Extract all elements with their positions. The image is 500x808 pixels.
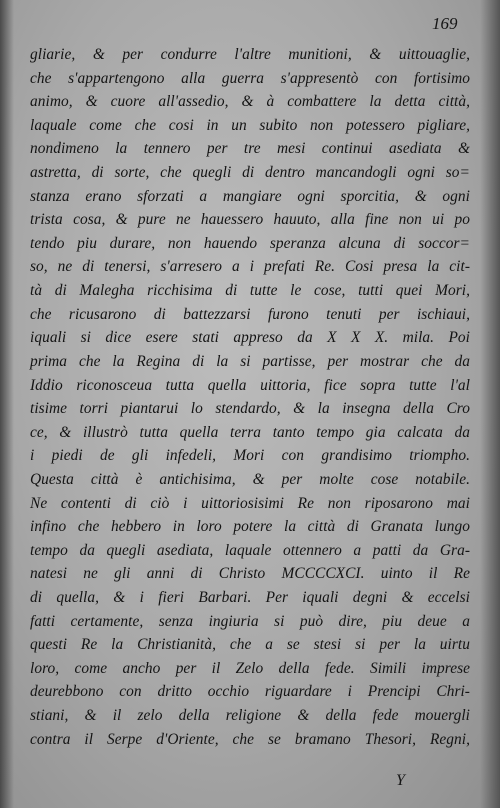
text-line: tisime torri piantarui lo stendardo, & la insegna della Cro [30, 400, 470, 418]
text-line: so, ne di tenersi, s'arresero a i prefati Re. Cosi presa la cit- [30, 258, 470, 276]
text-line: che s'appartengono alla guerra s'appresentò con fortisimo [30, 69, 470, 87]
text-line: tempo da quegli asediata, laquale ottennero a patti da Gra- [30, 541, 470, 559]
text-line: contra il Serpe d'Oriente, che se bramano Thesori, Regni, [30, 730, 470, 748]
text-line: iquali si dice esere stati appreso da X X X. mila. Poi [30, 329, 470, 347]
text-line: questi Re la Christianità, che a se stesi si per la uirtu [30, 636, 470, 654]
text-line: Questa città è antichisima, & per molte cose notabile. [30, 470, 470, 488]
text-line: fatti certamente, senza ingiuria si può dire, piu deue a [30, 612, 470, 630]
text-line: trista cosa, & pure ne hauessero hauuto, alla fine non ui po [30, 211, 470, 229]
text-line: infino che hebbero in loro potere la città di Granata lungo [30, 518, 470, 536]
text-line: i piedi de gli infedeli, Mori con grandisimo triompho. [30, 447, 470, 465]
text-line: astretta, di sorte, che quegli di dentro mancandogli ogni so= [30, 164, 470, 182]
text-line: prima che la Regina di la si partisse, per mostrar che da [30, 352, 470, 370]
text-line: ce, & illustrò tutta quella terra tanto tempo gia calcata da [30, 423, 470, 441]
text-line: gliarie, & per condurre l'altre munitioni, & uittouaglie, [30, 46, 470, 63]
body-text [30, 43, 470, 751]
page-gutter-shadow [0, 0, 14, 808]
page-number: 169 [432, 14, 458, 33]
catchword: Y [396, 772, 405, 789]
text-line: Ne contenti di ciò i uittoriosisimi Re non riposarono mai [30, 494, 470, 512]
text-line: natesi ne gli anni di Christo MCCCCXCI. uinto il Re [30, 565, 470, 583]
text-line: laquale come che cosi in un subito non potessero pigliare, [30, 116, 470, 134]
text-line: Iddio riconosceua tutta quella uittoria, fice sopra tutte l'al [30, 376, 470, 394]
text-line: tendo piu durare, non hauendo speranza alcuna di soccor= [30, 234, 470, 252]
text-line: nondimeno la tennero per tre mesi continui asediata & [30, 140, 470, 158]
text-line: deurebbono con dritto occhio riguardare i Prencipi Chri- [30, 683, 470, 701]
text-line: loro, come ancho per il Zelo della fede. Simili imprese [30, 659, 470, 677]
text-line: animo, & cuore all'assedio, & à combattere la detta città, [30, 93, 470, 111]
text-line: di quella, & i fieri Barbari. Per iquali degni & eccelsi [30, 589, 470, 607]
text-line: stanza erano sforzati a mangiare ogni sporcitia, & ogni [30, 187, 470, 205]
text-line: stiani, & il zelo della religione & della fede mouergli [30, 707, 470, 725]
text-line: che ricusarono di battezzarsi furono tenuti per ischiaui, [30, 305, 470, 323]
text-line: tà di Malegha ricchisima di tutte le cose, tutti quei Mori, [30, 282, 470, 300]
page-edge-shadow [480, 0, 500, 808]
